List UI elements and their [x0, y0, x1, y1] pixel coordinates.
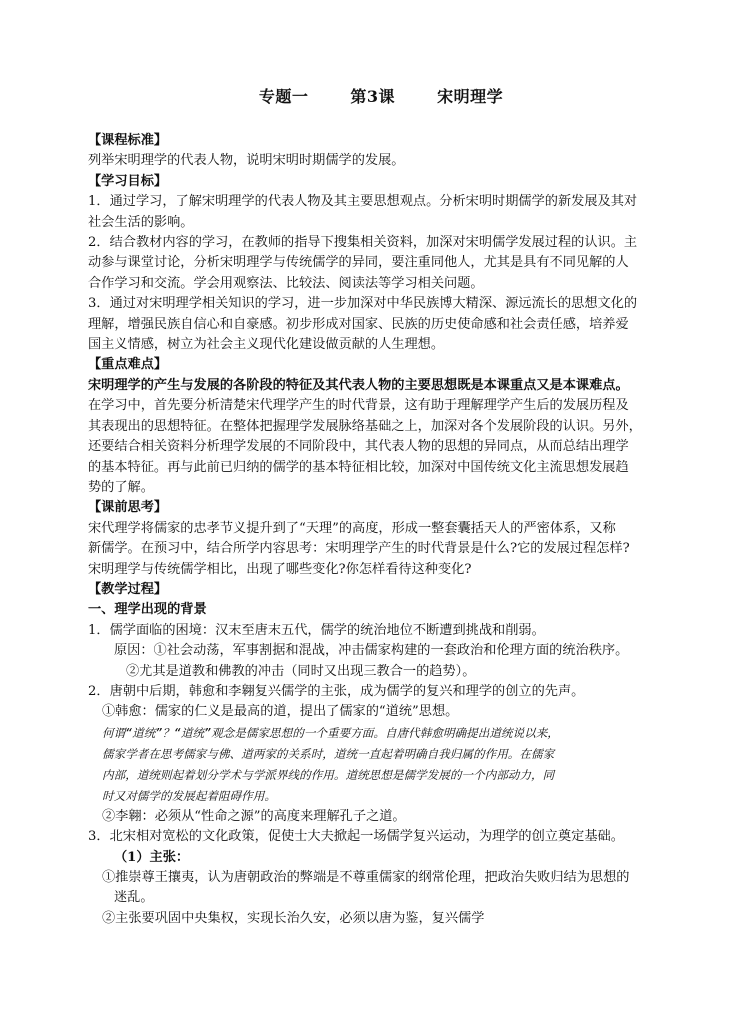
quote-line: 儒家学者在思考儒家与佛、道两家的关系时，道统一直起着明确自我归属的作用。在儒家	[102, 746, 555, 761]
text-line: 3．北宋相对宽松的文化政策，促使士大夫掀起一场儒学复兴运动，为理学的创立奠定基础。	[88, 829, 624, 845]
text-line: 3．通过对宋明理学相关知识的学习，进一步加深对中华民族博大精深、源远流长的思想文化的	[88, 296, 638, 312]
section-heading: 【重点难点】	[88, 357, 168, 373]
text-line: ②尤其是道教和佛教的冲击（同时又出现三教合一的趋势）。	[126, 663, 476, 679]
text-line: 一、理学出现的背景	[88, 602, 207, 618]
text-line: 迷乱。	[114, 890, 154, 906]
quote-line: 内部，道统则起着划分学术与学派界线的作用。道统思想是儒学发展的一个内部动力，同	[102, 767, 555, 782]
text-line: 在学习中，首先要分析清楚宋代理学产生的时代背景，这有助于理解理学产生后的发展历程及	[88, 398, 629, 414]
text-line: 宋明理学与传统儒学相比，出现了哪些变化?你怎样看待这种变化?	[88, 561, 472, 577]
text-line: 还要结合相关资料分析理学发展的不同阶段中，其代表人物的思想的异同点，从而总结出理学	[88, 439, 629, 455]
text-line: ①推崇尊王攘夷，认为唐朝政治的弊端是不尊重儒家的纲常伦理，把政治失败归结为思想的	[102, 870, 630, 885]
quote-line: 时又对儒学的发展起着阻碍作用。	[102, 788, 276, 803]
text-line: 势的了解。	[88, 479, 154, 495]
text-line: 动参与课堂讨论，分析宋明理学与传统儒学的异同，要注重同他人，尤其是具有不同见解的人	[88, 255, 629, 271]
text-line: ①韩愈：儒家的仁义是最高的道，提出了儒家的“道统”思想。	[102, 704, 459, 720]
section-heading: 【课程标准】	[88, 133, 168, 148]
text-line: 的基本特征。再与此前已归纳的儒学的基本特征相比较，加深对中国传统文化主流思想发展趋	[88, 459, 629, 475]
text-line: 宋代理学将儒家的忠孝节义提升到了“天理”的高度，形成一整套囊括天人的严密体系，又称	[88, 520, 616, 536]
document-page	[88, 84, 674, 929]
text-line: 新儒学。在预习中，结合所学内容思考：宋明理学产生的时代背景是什么?它的发展过程怎样?	[88, 541, 630, 557]
text-line: 宋明理学的产生与发展的各阶段的特征及其代表人物的主要思想既是本课重点又是本课难点。	[88, 377, 629, 393]
page-title	[88, 84, 674, 107]
text-line: ②李翱：必须从“性命之源”的高度来理解孔子之道。	[102, 808, 406, 824]
quote-line: 何谓“道统”？“道统”观念是儒家思想的一个重要方面。自唐代韩愈明确提出道统说以来，	[102, 725, 559, 740]
title-subject: 宋明理学	[437, 87, 504, 106]
text-line: 1．通过学习，了解宋明理学的代表人物及其主要思想观点。分析宋明时期儒学的新发展及其对	[88, 194, 638, 210]
section-heading: 【教学过程】	[88, 581, 168, 597]
text-line: 1．儒学面临的困境：汉末至唐末五代，儒学的统治地位不断遭到挑战和削弱。	[88, 622, 545, 638]
document-body	[88, 131, 674, 929]
text-line: 原因：①社会动荡，军事割据和混战，冲击儒家构建的一套政治和伦理方面的统治秩序。	[114, 643, 629, 659]
section-heading: 【课前思考】	[88, 500, 168, 516]
text-line: 列举宋明理学的代表人物，说明宋明时期儒学的发展。	[88, 153, 405, 169]
text-line: 理解，增强民族自信心和自豪感。初步形成对国家、民族的历史使命感和社会责任感，培养爱	[88, 316, 629, 332]
text-line: （1）主张：	[114, 849, 190, 865]
section-heading: 【学习目标】	[88, 173, 168, 189]
text-line: 国主义情感，树立为社会主义现代化建设做贡献的人生理想。	[88, 337, 445, 353]
text-line: 2．结合教材内容的学习，在教师的指导下搜集相关资料，加深对宋明儒学发展过程的认识。主	[88, 235, 638, 251]
title-topic: 专题一	[258, 87, 309, 106]
text-line: 合作学习和交流。学会用观察法、比较法、阅读法等学习相关问题。	[88, 275, 484, 291]
text-line: 其表现出的思想特征。在整体把握理学发展脉络基础之上，加深对各个发展阶段的认识。另外，	[88, 418, 642, 434]
text-line: 2．唐朝中后期，韩愈和李翱复兴儒学的主张，成为儒学的复兴和理学的创立的先声。	[88, 683, 585, 699]
text-line: 社会生活的影响。	[88, 214, 194, 230]
title-lesson: 第3课	[350, 87, 396, 106]
text-line: ②主张要巩固中央集权，实现长治久安，必须以唐为鉴，复兴儒学	[102, 910, 485, 926]
